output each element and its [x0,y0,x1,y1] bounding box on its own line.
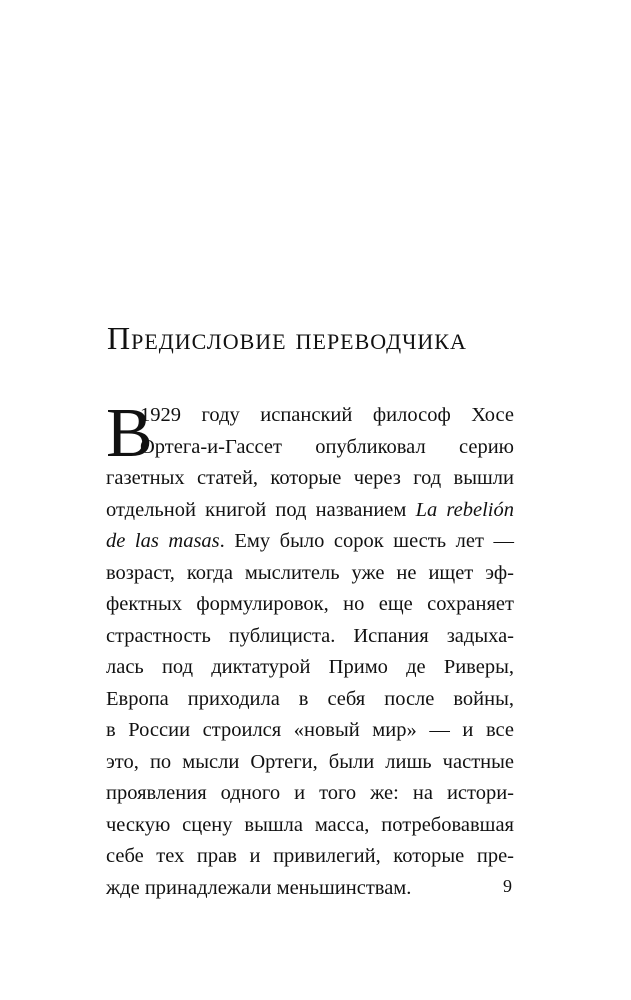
text-line-content: проявления одного и того же: на истори- [106,782,514,804]
text-line-content: возраст, когда мыслитель уже не ищет эф- [106,561,514,584]
text-line [106,747,514,779]
text-line-content: это, по мысли Ортеги, были лишь частные [106,750,514,773]
text-line [106,463,514,495]
drop-cap: В [106,395,153,472]
text-line [106,652,514,684]
book-title-italic: La rebelión [415,498,514,521]
text-line-content: лась под диктатурой Примо де Риверы, [106,656,514,678]
text-line [106,810,514,842]
text-line-content: . Ему было сорок шесть лет — [219,530,514,552]
text-line-content: ческую сцену вышла масса, потребовавшая [106,813,514,836]
text-line [106,589,514,621]
book-title-italic: de las masas [106,530,220,552]
text-line-content: Европа приходила в себя после войны, [106,687,514,710]
text-line-content: отдельной книгой под названием [106,498,416,521]
text-line [106,400,514,432]
text-line-content: себе тех прав и привилегий, которые пре- [106,845,514,867]
text-line [106,841,514,873]
text-line [106,558,514,590]
text-line [106,432,514,464]
page-number: 9 [503,876,512,896]
text-line [106,778,514,810]
text-line [106,873,514,905]
text-line-content: газетных статей, которые через год вышли [106,467,514,489]
text-line-content: в России строился «новый мир» — и все [106,719,514,741]
text-line [106,715,514,747]
text-line [106,621,514,653]
text-line-content: страстность публициста. Испания задыха- [106,624,514,647]
text-line [106,495,514,527]
chapter-title: Предисловие переводчика [107,320,467,356]
text-line [106,526,514,558]
text-line-content: 1929 году испанский философ Хосе [140,404,514,426]
text-line-content: фектных формулировок, но еще сохраняет [106,593,514,615]
body-paragraph [106,395,514,904]
text-line-content: жде принадлежали меньшинствам. [106,876,412,899]
text-line-content: Ортега-и-Гассет опубликовал серию [140,435,514,458]
text-line [106,684,514,716]
